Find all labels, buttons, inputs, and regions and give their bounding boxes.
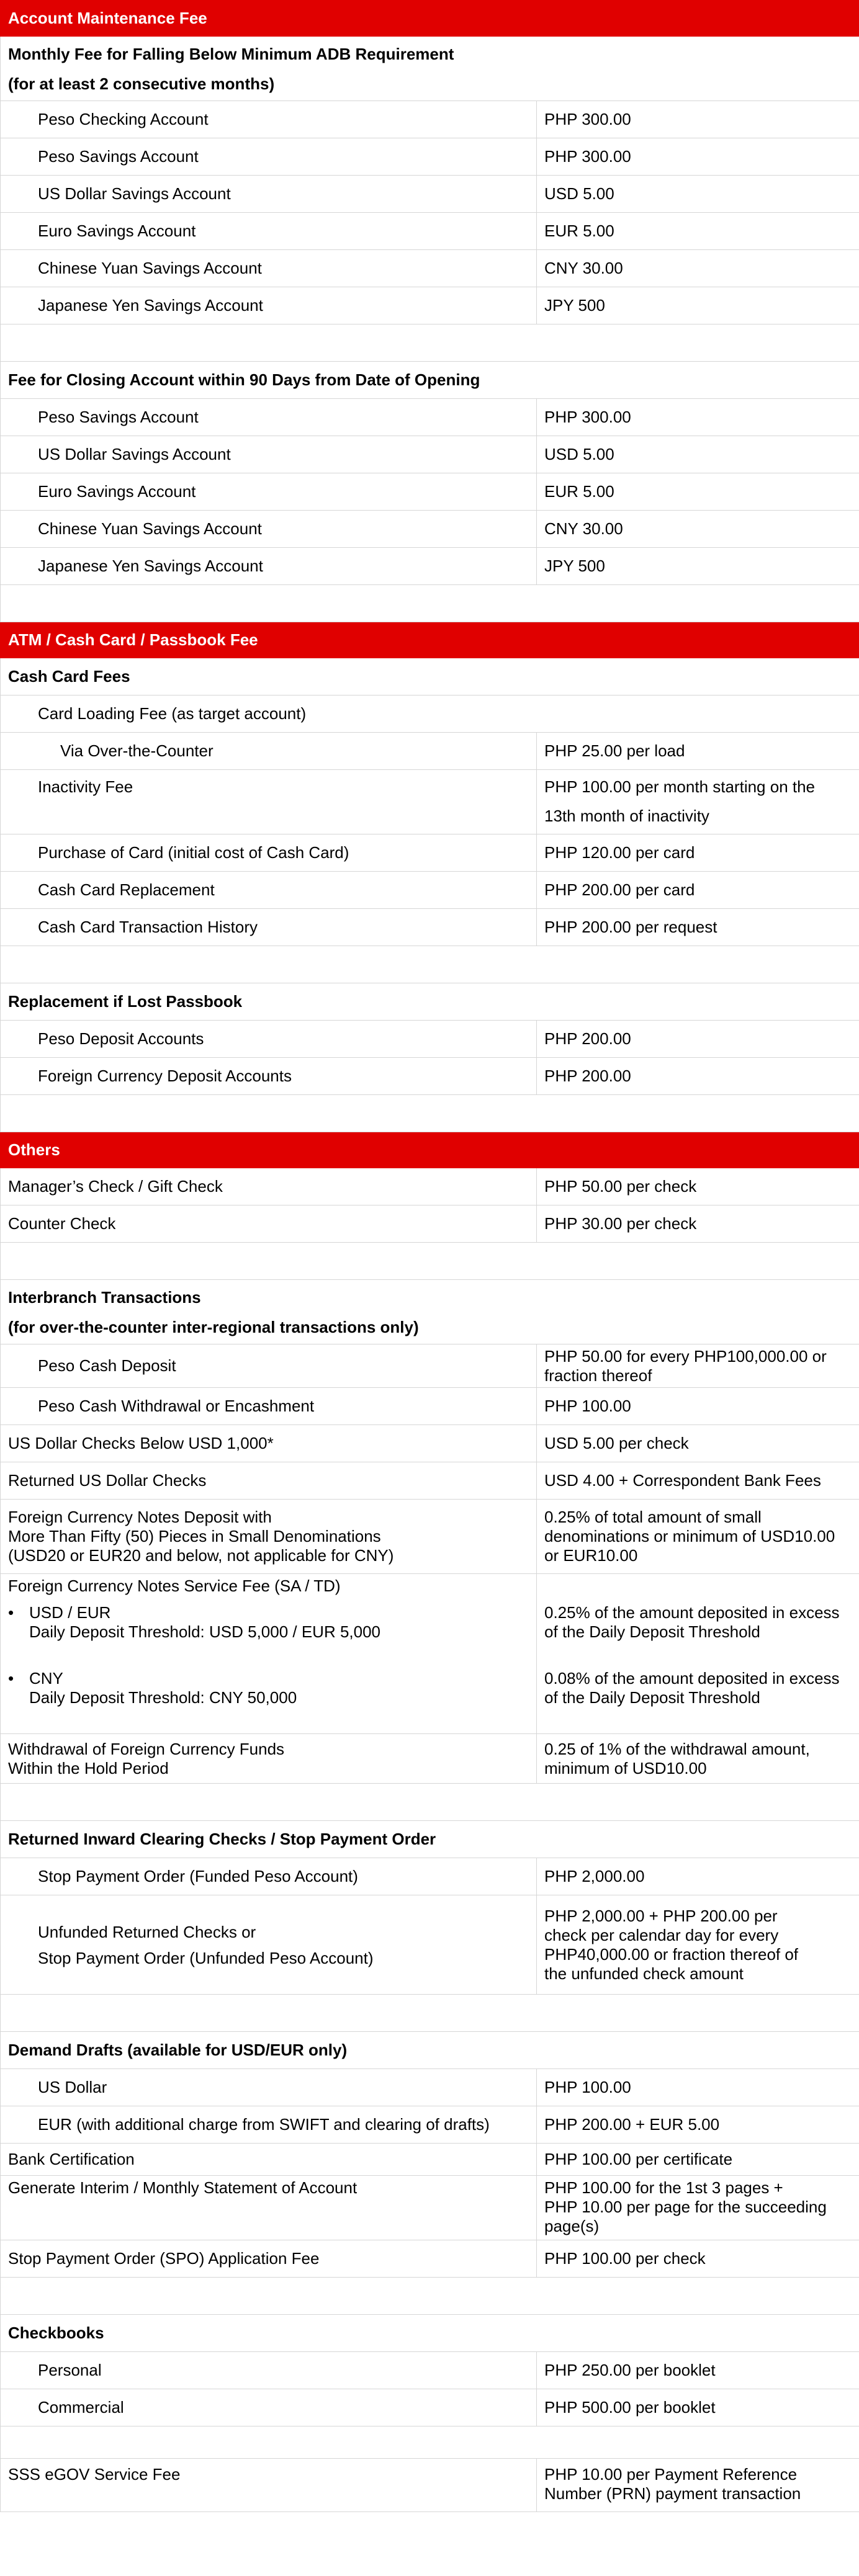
fee-label [1,1574,537,1734]
fee-label: Cash Card Transaction History [1,909,537,946]
spacer-cell [1,946,859,983]
fee-label [1,1500,537,1574]
fee-label: Cash Card Replacement [1,872,537,909]
fee-value: CNY 30.00 [537,250,859,287]
fee-row [1,2459,859,2512]
fee-row [1,695,859,733]
fee-value-line: of the Daily Deposit Threshold [544,1622,760,1641]
fee-label-line: Daily Deposit Threshold: USD 5,000 / EUR 5,000 [29,1622,381,1641]
fee-label: Bank Certification [1,2144,537,2176]
spacer-row [1,2426,859,2459]
fee-label: Peso Cash Deposit [1,1344,537,1388]
subsection-checkbooks [1,2315,859,2352]
fee-value: PHP 200.00 [537,1021,859,1058]
fee-label: Japanese Yen Savings Account [1,287,537,324]
spacer-row [1,324,859,362]
fee-value: EUR 5.00 [537,473,859,511]
fee-value: JPY 500 [537,287,859,324]
fee-row [1,2240,859,2278]
fee-value [537,1344,859,1388]
fee-value: USD 5.00 per check [537,1425,859,1462]
section-title: Account Maintenance Fee [1,1,859,37]
fee-label: SSS eGOV Service Fee [1,2459,537,2512]
subsection-title: Demand Drafts (available for USD/EUR only) [1,2032,859,2069]
fee-label-line: Daily Deposit Threshold: CNY 50,000 [29,1688,297,1707]
fee-label: Peso Cash Withdrawal or Encashment [1,1388,537,1425]
fee-row [1,1344,859,1388]
fee-value-line: page(s) [544,2217,600,2235]
fee-label: US Dollar Savings Account [1,176,537,213]
fee-row [1,1388,859,1425]
subsection-returned-inward [1,1821,859,1858]
fee-value [537,1574,859,1734]
fee-row [1,1462,859,1500]
subsection-title: Checkbooks [1,2315,859,2352]
fee-value-line: 0.08% of the amount deposited in excess [544,1669,840,1688]
subsection-demand-drafts [1,2032,859,2069]
fee-value: PHP 100.00 [537,1388,859,1425]
subsection-passbook [1,983,859,1021]
fee-row [1,101,859,138]
fee-label: Manager’s Check / Gift Check [1,1168,537,1205]
fee-row [1,2106,859,2144]
fee-value: PHP 500.00 per booklet [537,2389,859,2426]
subsection-closing-fee [1,362,859,399]
fee-label: Euro Savings Account [1,473,537,511]
fee-label-line: Stop Payment Order (Unfunded Peso Account) [38,1948,374,1967]
subsection-cash-card [1,658,859,695]
subsection-title: Fee for Closing Account within 90 Days from Date of Opening [1,362,859,399]
fee-row [1,2069,859,2106]
spacer-cell [1,1995,859,2032]
fee-value [537,2459,859,2512]
fee-value-line: PHP 2,000.00 + PHP 200.00 per [544,1906,778,1925]
spacer-row [1,1243,859,1280]
bullet-usd-eur [8,1603,529,1642]
spacer-row [1,2278,859,2315]
fee-value-line: PHP40,000.00 or fraction thereof of [544,1944,799,1964]
section-title: ATM / Cash Card / Passbook Fee [1,622,859,658]
fee-row [1,909,859,946]
fee-label: Personal [1,2352,537,2389]
fee-value-line: PHP 50.00 for every PHP100,000.00 or [544,1346,827,1366]
fee-label: Peso Deposit Accounts [1,1021,537,1058]
fee-row [1,1425,859,1462]
fee-label: Counter Check [1,1205,537,1243]
fee-value: PHP 2,000.00 [537,1858,859,1895]
fee-value: PHP 100.00 per check [537,2240,859,2278]
fee-value: PHP 100.00 per certificate [537,2144,859,2176]
fee-label: US Dollar Savings Account [1,436,537,473]
bullet-icon: • [8,1669,14,1688]
fee-row [1,176,859,213]
fee-row [1,872,859,909]
fee-value-line: 0.25% of total amount of small [544,1508,762,1526]
fee-value: EUR 5.00 [537,213,859,250]
fee-value: USD 5.00 [537,176,859,213]
fee-value-line: 13th month of inactivity [544,807,709,825]
fee-label: Peso Savings Account [1,138,537,176]
fee-row [1,1021,859,1058]
fee-value-line: PHP 100.00 per month starting on the [544,777,816,796]
fee-label: US Dollar Checks Below USD 1,000* [1,1425,537,1462]
fee-value-line: of the Daily Deposit Threshold [544,1688,760,1707]
subsection-interbranch [1,1280,859,1344]
fee-value: JPY 500 [537,548,859,585]
fee-row [1,213,859,250]
fee-row [1,473,859,511]
fee-value-line: PHP 10.00 per Payment Reference [544,2465,798,2484]
subsection-title: Cash Card Fees [1,658,859,695]
fee-label: Inactivity Fee [1,770,537,834]
fee-label: Chinese Yuan Savings Account [1,511,537,548]
fee-group-label: Card Loading Fee (as target account) [1,695,859,733]
fee-row [1,1058,859,1095]
bullet-icon: • [8,1603,14,1622]
fee-label: Via Over-the-Counter [1,733,537,770]
fee-value [537,1734,859,1784]
fee-row [1,1500,859,1574]
fee-value-line: PHP 100.00 for the 1st 3 pages + [544,2178,783,2197]
section-title: Others [1,1132,859,1168]
fee-value-line: Number (PRN) payment transaction [544,2484,801,2503]
subsection-title-line: (for over-the-counter inter-regional transactions only) [8,1317,419,1336]
fee-value: PHP 300.00 [537,399,859,436]
fee-value: PHP 300.00 [537,101,859,138]
fee-value-line: PHP 10.00 per page for the succeeding [544,2198,827,2216]
fee-label [1,1734,537,1784]
fee-value-line: check per calendar day for every [544,1925,779,1944]
fee-row [1,1168,859,1205]
fee-value: PHP 50.00 per check [537,1168,859,1205]
fee-row [1,287,859,324]
fee-label [1,1895,537,1995]
fee-value-line: 0.25% of the amount deposited in excess [544,1603,840,1622]
fee-value-gap [544,1576,852,1596]
fee-row [1,2144,859,2176]
fee-label-line: CNY [29,1669,63,1688]
fee-row [1,1205,859,1243]
fee-value: PHP 200.00 per card [537,872,859,909]
fee-label: Commercial [1,2389,537,2426]
fee-value [537,1500,859,1574]
fee-row [1,834,859,872]
fee-label: Foreign Currency Deposit Accounts [1,1058,537,1095]
subsection-title-line: Monthly Fee for Falling Below Minimum ADB Requirement [8,44,454,63]
fee-value: PHP 100.00 [537,2069,859,2106]
spacer-cell [1,1784,859,1821]
fee-label: Japanese Yen Savings Account [1,548,537,585]
spacer-cell [1,2426,859,2459]
fee-value: PHP 250.00 per booklet [537,2352,859,2389]
fee-label-line: Within the Hold Period [8,1758,169,1778]
fee-label-line: Foreign Currency Notes Service Fee (SA / TD) [8,1576,341,1595]
fee-row [1,511,859,548]
spacer-row [1,585,859,622]
bullet-cny [8,1669,529,1707]
fee-label: Purchase of Card (initial cost of Cash Card) [1,834,537,872]
fee-row [1,1858,859,1895]
subsection-title-line: (for at least 2 consecutive months) [8,74,275,93]
section-header-account-maintenance [1,1,859,37]
subsection-title: Replacement if Lost Passbook [1,983,859,1021]
fee-label-line: Foreign Currency Notes Deposit with [8,1508,272,1526]
subsection-monthly-fee [1,37,859,101]
fee-label-line: USD / EUR [29,1603,111,1622]
spacer-cell [1,2278,859,2315]
fee-label: EUR (with additional charge from SWIFT and clearing of drafts) [1,2106,537,2144]
fee-value: PHP 30.00 per check [537,1205,859,1243]
fee-row [1,2176,859,2240]
fee-row [1,250,859,287]
spacer-row [1,946,859,983]
fee-row [1,1895,859,1995]
fee-value: PHP 200.00 + EUR 5.00 [537,2106,859,2144]
subsection-title-line: Interbranch Transactions [8,1287,201,1307]
fee-label: Peso Savings Account [1,399,537,436]
fee-row [1,770,859,834]
spacer-cell [1,1095,859,1132]
fee-value [537,770,859,834]
fee-row [1,1734,859,1784]
spacer-row [1,1784,859,1821]
fee-label-line: Unfunded Returned Checks or [38,1922,256,1941]
spacer-cell [1,324,859,362]
fee-value: PHP 200.00 [537,1058,859,1095]
spacer-row [1,1095,859,1132]
section-header-others [1,1132,859,1168]
fee-label: Chinese Yuan Savings Account [1,250,537,287]
fee-label: US Dollar [1,2069,537,2106]
subsection-title: Returned Inward Clearing Checks / Stop Payment Order [1,1821,859,1858]
fee-value: PHP 300.00 [537,138,859,176]
spacer-row [1,1995,859,2032]
spacer-cell [1,1243,859,1280]
fee-row [1,2352,859,2389]
fee-label-line: More Than Fifty (50) Pieces in Small Denominations [8,1527,381,1545]
fee-label: Returned US Dollar Checks [1,1462,537,1500]
fee-row [1,548,859,585]
fee-label: Stop Payment Order (Funded Peso Account) [1,1858,537,1895]
fee-row [1,1574,859,1734]
fee-value-line: denominations or minimum of USD10.00 [544,1527,835,1545]
fee-value: PHP 25.00 per load [537,733,859,770]
fee-value: PHP 120.00 per card [537,834,859,872]
fee-label-line: Withdrawal of Foreign Currency Funds [8,1739,285,1758]
fee-value-line: or EUR10.00 [544,1546,638,1565]
spacer-cell [1,585,859,622]
fee-value: USD 4.00 + Correspondent Bank Fees [537,1462,859,1500]
fee-label: Generate Interim / Monthly Statement of Account [1,2176,537,2240]
section-header-atm [1,622,859,658]
fee-row [1,399,859,436]
fee-row [1,733,859,770]
fee-value [537,1895,859,1995]
fee-value: PHP 200.00 per request [537,909,859,946]
fee-value-line: the unfunded check amount [544,1964,744,1983]
fee-row [1,436,859,473]
subsection-title [1,1280,859,1344]
fee-value: CNY 30.00 [537,511,859,548]
fee-label-line: (USD20 or EUR20 and below, not applicable for CNY) [8,1546,394,1565]
fee-label: Euro Savings Account [1,213,537,250]
fee-value-line: fraction thereof [544,1366,652,1385]
fee-value [537,2176,859,2240]
fee-label: Stop Payment Order (SPO) Application Fee [1,2240,537,2278]
fee-value: USD 5.00 [537,436,859,473]
fee-row [1,138,859,176]
subsection-title [1,37,859,101]
fee-value-line: minimum of USD10.00 [544,1758,707,1778]
fee-row [1,2389,859,2426]
fee-value-line: 0.25 of 1% of the withdrawal amount, [544,1739,810,1758]
fee-label: Peso Checking Account [1,101,537,138]
